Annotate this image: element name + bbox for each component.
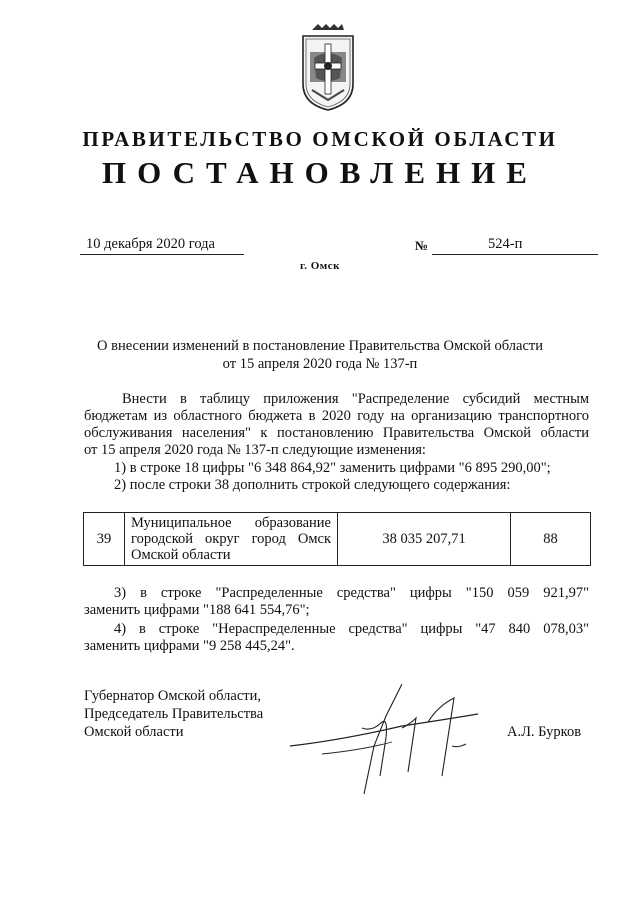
city: г. Омск: [299, 260, 341, 272]
change-list: [84, 460, 589, 494]
signatory-title: [84, 687, 263, 741]
municipality-cell: Муниципальное образование городской округ город Омск Омской области: [125, 513, 338, 566]
list-item-3: [84, 585, 589, 619]
item-line: 3) в строке "Распределенные средства" цифры "150 059 921,97": [114, 585, 589, 601]
intro-line: обслуживания населения" к постановлению Правительства Омской области: [84, 425, 589, 441]
omsk-coat-of-arms-icon: [298, 22, 358, 112]
intro-line: Внести в таблицу приложения "Распределение субсидий местным: [122, 391, 589, 407]
value-cell: 88: [511, 513, 591, 566]
intro-line: бюджетам из областного бюджета в 2020 году на организацию транспортного: [84, 408, 589, 424]
intro-line: от 15 апреля 2020 года № 137-п следующие изменения:: [84, 442, 426, 458]
handwritten-signature-icon: [282, 676, 482, 796]
list-item: 1) в строке 18 цифры "6 348 864,92" заменить цифрами "6 895 290,00";: [114, 460, 551, 476]
document-type-title: ПОСТАНОВЛЕНИЕ: [102, 155, 538, 190]
inserted-row-table: [83, 512, 591, 566]
number-sign: №: [415, 238, 429, 253]
item-line: 4) в строке "Нераспределенные средства" цифры "47 840 078,03": [114, 621, 589, 637]
subject-line: от 15 апреля 2020 года № 137-п: [222, 356, 418, 372]
document-number: 524-п: [488, 236, 523, 252]
list-item: 2) после строки 38 дополнить строкой следующего содержания:: [114, 477, 511, 493]
list-item-4: [84, 621, 589, 655]
document-subject: [60, 337, 580, 373]
signatory-name: А.Л. Бурков: [507, 724, 582, 740]
item-line: заменить цифрами "188 641 554,76";: [84, 602, 310, 618]
intro-paragraph: [84, 391, 589, 459]
signatory-title-line: Председатель Правительства: [84, 706, 264, 722]
signatory-title-line: Омской области: [84, 724, 184, 740]
subject-line: О внесении изменений в постановление Правительства Омской области: [97, 338, 543, 354]
signatory-title-line: Губернатор Омской области,: [84, 688, 261, 704]
item-line: заменить цифрами "9 258 445,24".: [84, 638, 295, 654]
document-date: 10 декабря 2020 года: [80, 236, 244, 255]
amount-cell: 38 035 207,71: [338, 513, 511, 566]
table-row: [84, 513, 591, 566]
organization-title: ПРАВИТЕЛЬСТВО ОМСКОЙ ОБЛАСТИ: [82, 127, 558, 151]
row-number-cell: 39: [84, 513, 125, 566]
